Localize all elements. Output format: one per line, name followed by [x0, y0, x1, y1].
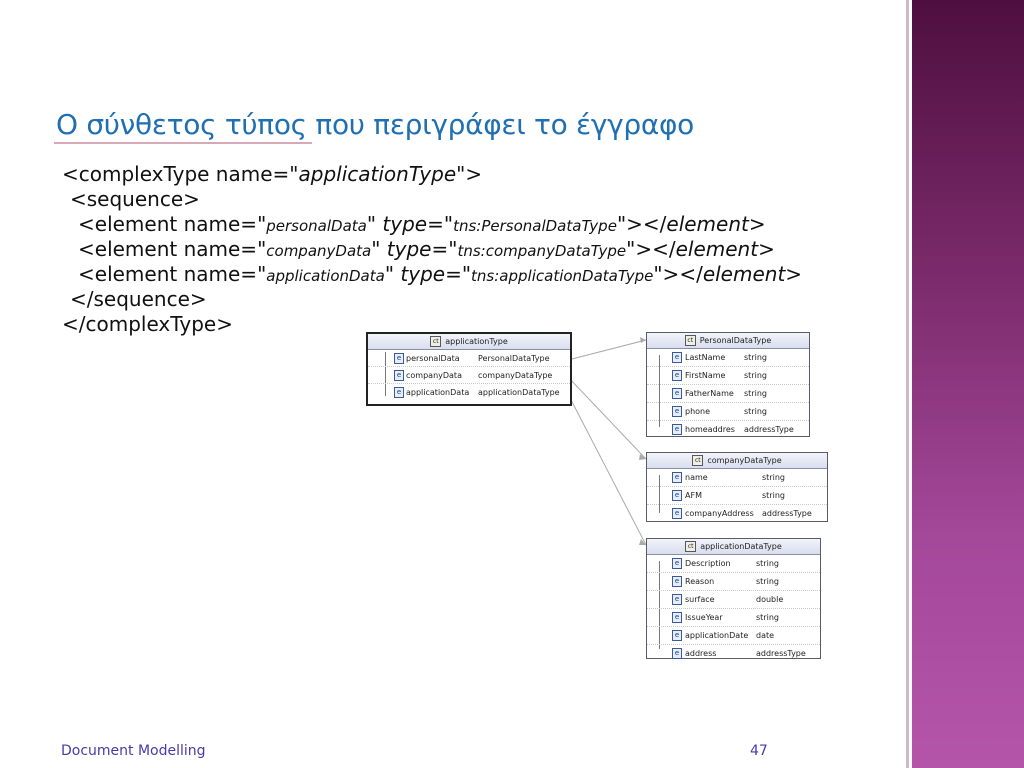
- xsd-row: e companyData companyDataType: [368, 367, 570, 384]
- element-icon: e: [672, 630, 682, 641]
- xsd-row: e LastName string: [647, 349, 809, 367]
- element-icon: e: [394, 353, 404, 364]
- element-icon: e: [672, 612, 682, 623]
- complex-type-icon: ct: [430, 336, 441, 347]
- xsd-row: e Reason string: [647, 573, 820, 591]
- code-line-element: <element name="applicationData" type="tns:applicationDataType"></element>: [78, 262, 803, 286]
- xsd-box-applicationtype: [366, 332, 572, 406]
- complex-type-icon: ct: [685, 541, 696, 552]
- xsd-box-header: ct companyDataType: [647, 453, 827, 469]
- code-line-element: <element name="personalData" type="tns:PersonalDataType"></element>: [78, 212, 766, 236]
- xsd-row: e name string: [647, 469, 827, 487]
- code-line-sequence-open: <sequence>: [70, 187, 200, 211]
- xsd-row: e applicationData applicationDataType: [368, 384, 570, 400]
- xsd-row: e IssueYear string: [647, 609, 820, 627]
- title-underline: [54, 142, 312, 144]
- xsd-code-block: [62, 162, 802, 337]
- slide-title: Ο σύνθετος τύπος που περιγράφει το έγγραφο: [56, 108, 695, 141]
- element-icon: e: [672, 406, 682, 417]
- xsd-box-companydatatype: [646, 452, 828, 522]
- xsd-row: e FatherName string: [647, 385, 809, 403]
- element-icon: e: [672, 490, 682, 501]
- xsd-row: e FirstName string: [647, 367, 809, 385]
- code-line-element: <element name="companyData" type="tns:companyDataType"></element>: [78, 237, 775, 261]
- xsd-row: e personalData PersonalDataType: [368, 350, 570, 367]
- xsd-box-header: ct PersonalDataType: [647, 333, 809, 349]
- element-icon: e: [672, 558, 682, 569]
- complex-type-icon: ct: [692, 455, 703, 466]
- element-icon: e: [394, 387, 404, 398]
- xsd-box-header: ct applicationDataType: [647, 539, 820, 555]
- xsd-row: e companyAddress addressType: [647, 505, 827, 522]
- element-icon: e: [672, 472, 682, 483]
- sidebar-divider: [906, 0, 909, 768]
- footer-title: Document Modelling: [61, 743, 206, 759]
- element-icon: e: [672, 508, 682, 519]
- element-icon: e: [394, 370, 404, 381]
- xsd-row: e phone string: [647, 403, 809, 421]
- element-icon: e: [672, 576, 682, 587]
- xsd-box-personaldatatype: [646, 332, 810, 437]
- element-icon: e: [672, 370, 682, 381]
- code-line-complextype-open: <complexType name="applicationType">: [62, 162, 483, 186]
- decorative-sidebar: [912, 0, 1024, 768]
- xsd-row: e homeaddres addressType: [647, 421, 809, 438]
- page-number: 47: [750, 743, 768, 759]
- element-icon: e: [672, 648, 682, 659]
- xsd-box-applicationdatatype: [646, 538, 821, 659]
- code-line-sequence-close: </sequence>: [70, 287, 207, 311]
- xsd-row: e address addressType: [647, 645, 820, 662]
- xsd-box-header: ct applicationType: [368, 334, 570, 350]
- element-icon: e: [672, 594, 682, 605]
- xsd-row: e Description string: [647, 555, 820, 573]
- xsd-row: e AFM string: [647, 487, 827, 505]
- xsd-row: e surface double: [647, 591, 820, 609]
- xsd-row: e applicationDate date: [647, 627, 820, 645]
- element-icon: e: [672, 424, 682, 435]
- complex-type-icon: ct: [685, 335, 696, 346]
- element-icon: e: [672, 388, 682, 399]
- element-icon: e: [672, 352, 682, 363]
- code-line-complextype-close: </complexType>: [62, 312, 233, 336]
